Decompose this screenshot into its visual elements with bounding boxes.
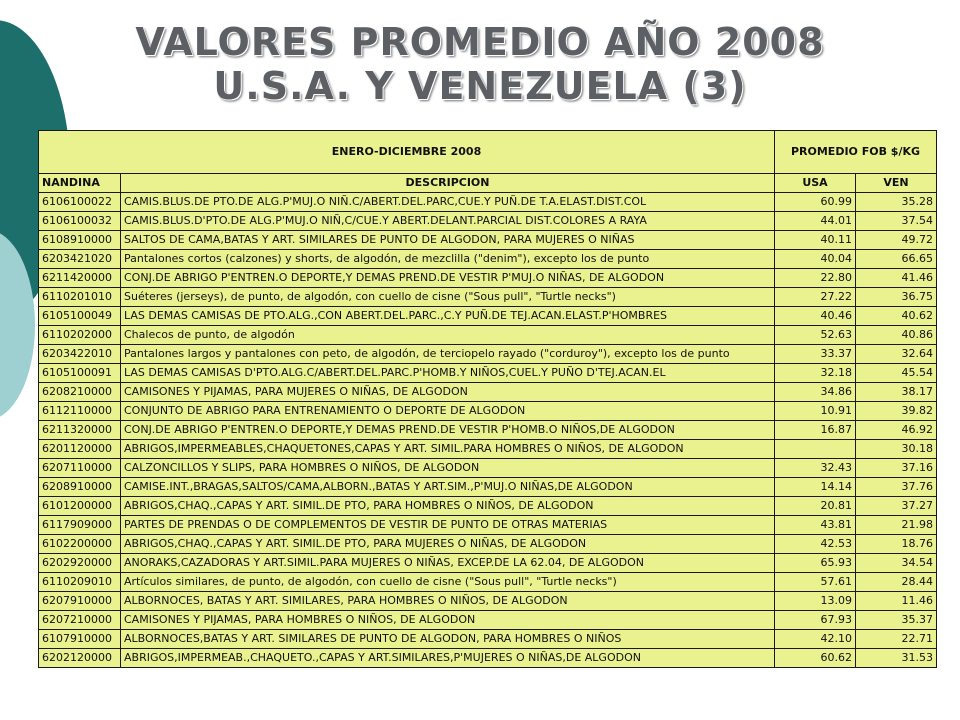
ven-value-cell: 40.62 xyxy=(856,307,937,326)
description-cell: CAMISE.INT.,BRAGAS,SALTOS/CAMA,ALBORN.,BATAS Y ART.SIM.,P'MUJ.O NIÑAS,DE ALGODON xyxy=(121,478,775,497)
ven-value-cell: 34.54 xyxy=(856,554,937,573)
nandina-cell: 6110209010 xyxy=(39,573,121,592)
nandina-cell: 6117909000 xyxy=(39,516,121,535)
table-row xyxy=(39,516,937,535)
table-row xyxy=(39,326,937,345)
usa-value-cell: 33.37 xyxy=(775,345,856,364)
table-row xyxy=(39,573,937,592)
description-cell: CONJ.DE ABRIGO P'ENTREN.O DEPORTE,Y DEMAS PREND.DE VESTIR P'HOMB.O NIÑOS,DE ALGODON xyxy=(121,421,775,440)
ven-value-cell: 22.71 xyxy=(856,630,937,649)
usa-value-cell: 40.04 xyxy=(775,250,856,269)
column-header-nandina: NANDINA xyxy=(39,174,121,193)
ven-value-cell: 46.92 xyxy=(856,421,937,440)
description-cell: LAS DEMAS CAMISAS DE PTO.ALG.,CON ABERT.DEL.PARC.,C.Y PUÑ.DE TEJ.ACAN.ELAST.P'HOMBRES xyxy=(121,307,775,326)
description-cell: ABRIGOS,IMPERMEAB.,CHAQUETO.,CAPAS Y ART.SIMILARES,P'MUJERES O NIÑAS,DE ALGODON xyxy=(121,649,775,668)
usa-value-cell: 14.14 xyxy=(775,478,856,497)
usa-value-cell: 57.61 xyxy=(775,573,856,592)
ven-value-cell: 37.76 xyxy=(856,478,937,497)
description-cell: Chalecos de punto, de algodón xyxy=(121,326,775,345)
usa-value-cell: 22.80 xyxy=(775,269,856,288)
ven-value-cell: 37.27 xyxy=(856,497,937,516)
title-line-1: VALORES PROMEDIO AÑO 2008 xyxy=(135,20,825,64)
description-cell: CONJ.DE ABRIGO P'ENTREN.O DEPORTE,Y DEMAS PREND.DE VESTIR P'MUJ.O NIÑAS, DE ALGODON xyxy=(121,269,775,288)
nandina-cell: 6208210000 xyxy=(39,383,121,402)
usa-value-cell xyxy=(775,440,856,459)
slide-title xyxy=(0,20,960,108)
nandina-cell: 6201120000 xyxy=(39,440,121,459)
nandina-cell: 6112110000 xyxy=(39,402,121,421)
table-row xyxy=(39,649,937,668)
ven-value-cell: 21.98 xyxy=(856,516,937,535)
table-row xyxy=(39,402,937,421)
description-cell: LAS DEMAS CAMISAS D'PTO.ALG.C/ABERT.DEL.PARC.P'HOMB.Y NIÑOS,CUEL.Y PUÑO D'TEJ.ACAN.EL xyxy=(121,364,775,383)
table-header-period-row xyxy=(39,131,937,174)
nandina-cell: 6203422010 xyxy=(39,345,121,364)
table-row xyxy=(39,440,937,459)
usa-value-cell: 52.63 xyxy=(775,326,856,345)
price-table-body xyxy=(39,131,937,668)
nandina-cell: 6105100091 xyxy=(39,364,121,383)
usa-value-cell: 20.81 xyxy=(775,497,856,516)
description-cell: Suéteres (jerseys), de punto, de algodón, con cuello de cisne ("Sous pull", "Turtle necks") xyxy=(121,288,775,307)
table-row xyxy=(39,345,937,364)
nandina-cell: 6102200000 xyxy=(39,535,121,554)
usa-value-cell: 43.81 xyxy=(775,516,856,535)
table-row xyxy=(39,364,937,383)
description-cell: ABRIGOS,IMPERMEABLES,CHAQUETONES,CAPAS Y ART. SIMIL.PARA HOMBRES O NIÑOS, DE ALGODON xyxy=(121,440,775,459)
nandina-cell: 6106100022 xyxy=(39,193,121,212)
table-row xyxy=(39,307,937,326)
description-cell: Pantalones cortos (calzones) y shorts, de algodón, de mezclilla ("denim"), excepto los de punto xyxy=(121,250,775,269)
nandina-cell: 6202120000 xyxy=(39,649,121,668)
ven-value-cell: 49.72 xyxy=(856,231,937,250)
description-cell: ANORAKS,CAZADORAS Y ART.SIMIL.PARA MUJERES O NIÑAS, EXCEP.DE LA 62.04, DE ALGODON xyxy=(121,554,775,573)
description-cell: CONJUNTO DE ABRIGO PARA ENTRENAMIENTO O DEPORTE DE ALGODON xyxy=(121,402,775,421)
nandina-cell: 6202920000 xyxy=(39,554,121,573)
usa-value-cell: 10.91 xyxy=(775,402,856,421)
table-row xyxy=(39,231,937,250)
description-cell: PARTES DE PRENDAS O DE COMPLEMENTOS DE VESTIR DE PUNTO DE OTRAS MATERIAS xyxy=(121,516,775,535)
table-header-columns-row xyxy=(39,174,937,193)
description-cell: Pantalones largos y pantalones con peto, de algodón, de terciopelo rayado ("corduroy"), excepto los de punto xyxy=(121,345,775,364)
table-row xyxy=(39,193,937,212)
table-row xyxy=(39,630,937,649)
nandina-cell: 6203421020 xyxy=(39,250,121,269)
usa-value-cell: 44.01 xyxy=(775,212,856,231)
usa-value-cell: 40.11 xyxy=(775,231,856,250)
usa-value-cell: 32.18 xyxy=(775,364,856,383)
table-row xyxy=(39,421,937,440)
usa-value-cell: 13.09 xyxy=(775,592,856,611)
title-line-2: U.S.A. Y VENEZUELA (3) xyxy=(213,64,747,108)
price-table xyxy=(38,130,937,668)
ven-value-cell: 36.75 xyxy=(856,288,937,307)
column-header-descripcion: DESCRIPCION xyxy=(121,174,775,193)
ven-value-cell: 35.28 xyxy=(856,193,937,212)
nandina-cell: 6207210000 xyxy=(39,611,121,630)
table-row xyxy=(39,554,937,573)
ven-value-cell: 28.44 xyxy=(856,573,937,592)
nandina-cell: 6101200000 xyxy=(39,497,121,516)
description-cell: Artículos similares, de punto, de algodón, con cuello de cisne ("Sous pull", "Turtle necks") xyxy=(121,573,775,592)
nandina-cell: 6105100049 xyxy=(39,307,121,326)
description-cell: CAMISONES Y PIJAMAS, PARA MUJERES O NIÑAS, DE ALGODON xyxy=(121,383,775,402)
description-cell: CALZONCILLOS Y SLIPS, PARA HOMBRES O NIÑOS, DE ALGODON xyxy=(121,459,775,478)
ven-value-cell: 39.82 xyxy=(856,402,937,421)
ven-value-cell: 30.18 xyxy=(856,440,937,459)
nandina-cell: 6207910000 xyxy=(39,592,121,611)
ven-value-cell: 45.54 xyxy=(856,364,937,383)
nandina-cell: 6110201010 xyxy=(39,288,121,307)
ven-value-cell: 35.37 xyxy=(856,611,937,630)
column-header-usa: USA xyxy=(775,174,856,193)
description-cell: SALTOS DE CAMA,BATAS Y ART. SIMILARES DE PUNTO DE ALGODON, PARA MUJERES O NIÑAS xyxy=(121,231,775,250)
description-cell: ALBORNOCES, BATAS Y ART. SIMILARES, PARA HOMBRES O NIÑOS, DE ALGODON xyxy=(121,592,775,611)
period-header: ENERO-DICIEMBRE 2008 xyxy=(39,131,775,174)
nandina-cell: 6207110000 xyxy=(39,459,121,478)
avg-fob-header: PROMEDIO FOB $/KG xyxy=(775,131,937,174)
usa-value-cell: 67.93 xyxy=(775,611,856,630)
table-row xyxy=(39,497,937,516)
nandina-cell: 6106100032 xyxy=(39,212,121,231)
usa-value-cell: 60.62 xyxy=(775,649,856,668)
usa-value-cell: 60.99 xyxy=(775,193,856,212)
description-cell: CAMIS.BLUS.DE PTO.DE ALG.P'MUJ.O NIÑ.C/ABERT.DEL.PARC,CUE.Y PUÑ.DE T.A.ELAST.DIST.COL xyxy=(121,193,775,212)
table-row xyxy=(39,459,937,478)
usa-value-cell: 65.93 xyxy=(775,554,856,573)
table-row xyxy=(39,592,937,611)
table-row xyxy=(39,212,937,231)
table-row xyxy=(39,478,937,497)
usa-value-cell: 42.10 xyxy=(775,630,856,649)
ven-value-cell: 66.65 xyxy=(856,250,937,269)
ven-value-cell: 40.86 xyxy=(856,326,937,345)
usa-value-cell: 27.22 xyxy=(775,288,856,307)
ven-value-cell: 32.64 xyxy=(856,345,937,364)
table-row xyxy=(39,535,937,554)
usa-value-cell: 34.86 xyxy=(775,383,856,402)
description-cell: ABRIGOS,CHAQ.,CAPAS Y ART. SIMIL.DE PTO, PARA MUJERES O NIÑAS, DE ALGODON xyxy=(121,535,775,554)
usa-value-cell: 32.43 xyxy=(775,459,856,478)
description-cell: ALBORNOCES,BATAS Y ART. SIMILARES DE PUNTO DE ALGODON, PARA HOMBRES O NIÑOS xyxy=(121,630,775,649)
ven-value-cell: 11.46 xyxy=(856,592,937,611)
ven-value-cell: 41.46 xyxy=(856,269,937,288)
description-cell: CAMIS.BLUS.D'PTO.DE ALG.P'MUJ.O NIÑ,C/CUE.Y ABERT.DELANT.PARCIAL DIST.COLORES A RAYA xyxy=(121,212,775,231)
nandina-cell: 6211420000 xyxy=(39,269,121,288)
nandina-cell: 6107910000 xyxy=(39,630,121,649)
table-row xyxy=(39,611,937,630)
usa-value-cell: 40.46 xyxy=(775,307,856,326)
table-row xyxy=(39,288,937,307)
description-cell: CAMISONES Y PIJAMAS, PARA HOMBRES O NIÑOS, DE ALGODON xyxy=(121,611,775,630)
usa-value-cell: 42.53 xyxy=(775,535,856,554)
ven-value-cell: 37.54 xyxy=(856,212,937,231)
table-row xyxy=(39,250,937,269)
description-cell: ABRIGOS,CHAQ.,CAPAS Y ART. SIMIL.DE PTO, PARA HOMBRES O NIÑOS, DE ALGODON xyxy=(121,497,775,516)
nandina-cell: 6110202000 xyxy=(39,326,121,345)
table-row xyxy=(39,383,937,402)
nandina-cell: 6108910000 xyxy=(39,231,121,250)
ven-value-cell: 31.53 xyxy=(856,649,937,668)
table-row xyxy=(39,269,937,288)
ven-value-cell: 37.16 xyxy=(856,459,937,478)
ven-value-cell: 38.17 xyxy=(856,383,937,402)
nandina-cell: 6208910000 xyxy=(39,478,121,497)
column-header-ven: VEN xyxy=(856,174,937,193)
nandina-cell: 6211320000 xyxy=(39,421,121,440)
usa-value-cell: 16.87 xyxy=(775,421,856,440)
ven-value-cell: 18.76 xyxy=(856,535,937,554)
